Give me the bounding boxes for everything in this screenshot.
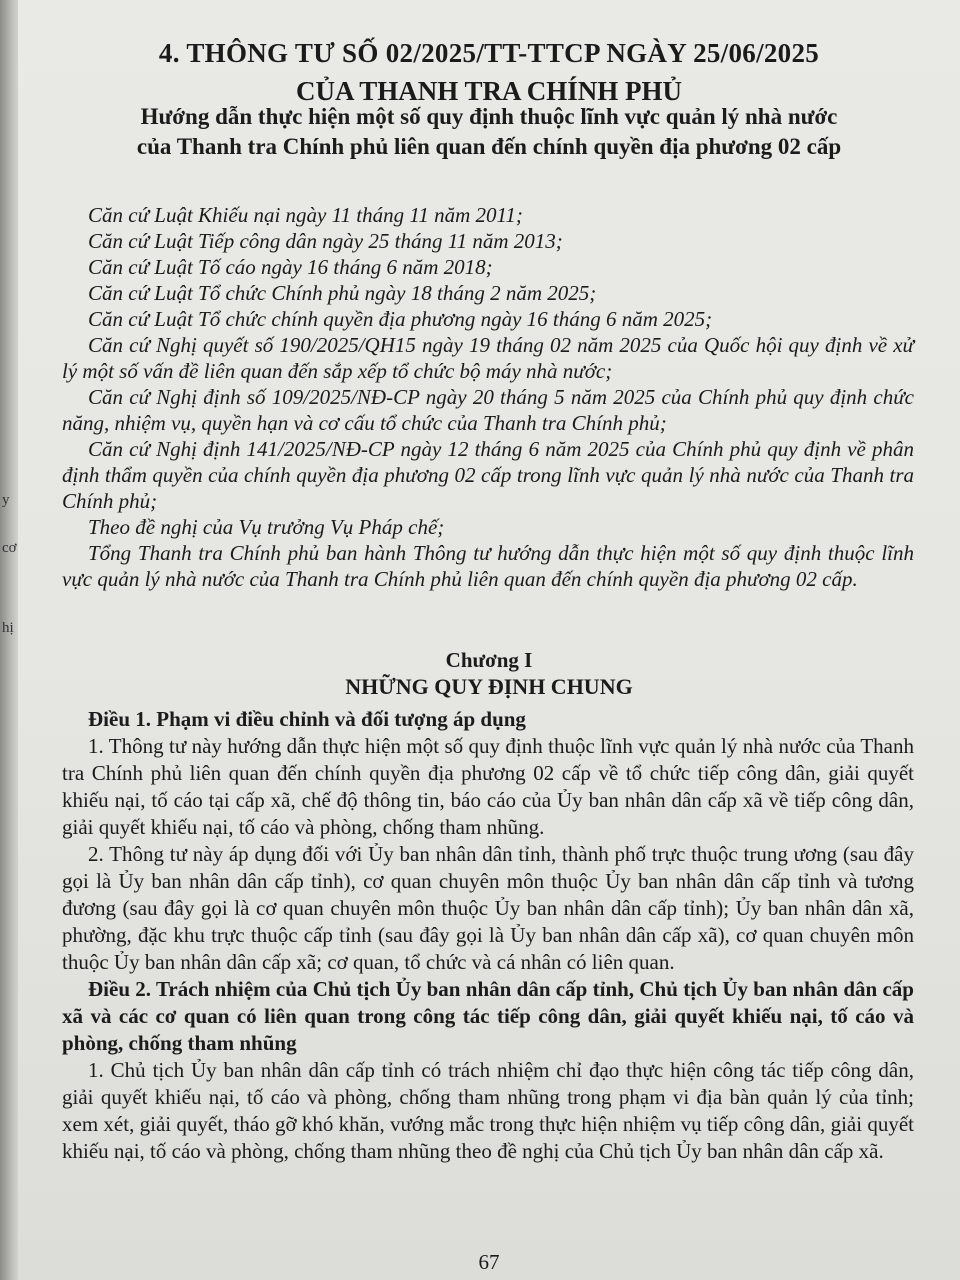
legal-basis: Căn cứ Nghị định 141/2025/NĐ-CP ngày 12 tháng 6 năm 2025 của Chính phủ quy định về phân định thẩm quyền của chính quyền địa phương 02 cấp trong lĩnh vực quản lý nhà nước của Thanh tra Chính phủ; xyxy=(62,437,914,513)
margin-mark: y xyxy=(2,492,10,508)
book-binding-edge xyxy=(0,0,18,1280)
chapter-title: NHỮNG QUY ĐỊNH CHUNG xyxy=(345,674,633,699)
legal-bases xyxy=(62,202,914,592)
legal-basis: Căn cứ Nghị định số 109/2025/NĐ-CP ngày 20 tháng 5 năm 2025 của Chính phủ quy định chức năng, nhiệm vụ, quyền hạn và cơ cấu tổ chức của Thanh tra Chính phủ; xyxy=(62,385,914,435)
legal-basis: Căn cứ Luật Tố cáo ngày 16 tháng 6 năm 2018; xyxy=(88,255,493,279)
legal-basis: Căn cứ Nghị quyết số 190/2025/QH15 ngày 19 tháng 02 năm 2025 của Quốc hội quy định về xử lý một số vấn đề liên quan đến sắp xếp tổ chức bộ máy nhà nước; xyxy=(62,333,914,383)
legal-basis: Căn cứ Luật Khiếu nại ngày 11 tháng 11 năm 2011; xyxy=(88,203,523,227)
document-issuer: CỦA THANH TRA CHÍNH PHỦ xyxy=(295,76,683,106)
document-subtitle-line1: Hướng dẫn thực hiện một số quy định thuộc lĩnh vực quản lý nhà nước xyxy=(140,104,838,129)
article-2-title: Điều 2. Trách nhiệm của Chủ tịch Ủy ban nhân dân cấp tỉnh, Chủ tịch Ủy ban nhân dân cấp xã và các cơ quan có liên quan trong công tác tiếp công dân, giải quyết khiếu nại, tố cáo và phòng, chống tham nhũng xyxy=(62,977,914,1055)
article-1-paragraph-2: 2. Thông tư này áp dụng đối với Ủy ban nhân dân tỉnh, thành phố trực thuộc trung ương (sau đây gọi là Ủy ban nhân dân cấp tỉnh), cơ quan chuyên môn thuộc Ủy ban nhân dân cấp tỉnh và tương đương (sau đây gọi là cơ quan chuyên môn thuộc Ủy ban nhân dân cấp tỉnh); Ủy ban nhân dân xã, phường, đặc khu trực thuộc cấp tỉnh (sau đây gọi là Ủy ban nhân dân cấp xã), cơ quan chuyên môn thuộc Ủy ban nhân dân cấp xã; cơ quan, tổ chức và cá nhân có liên quan. xyxy=(62,842,914,974)
article-2-paragraph-1: 1. Chủ tịch Ủy ban nhân dân cấp tỉnh có trách nhiệm chỉ đạo thực hiện công tác tiếp công dân, giải quyết khiếu nại, tố cáo và phòng, chống tham nhũng trong phạm vi địa bàn quản lý của tỉnh; xem xét, giải quyết, tháo gỡ khó khăn, vướng mắc trong thực hiện nhiệm vụ tiếp công dân, giải quyết khiếu nại, tố cáo và phòng, chống tham nhũng theo đề nghị của Chủ tịch Ủy ban nhân dân cấp xã. xyxy=(62,1058,914,1163)
article-1-title: Điều 1. Phạm vi điều chỉnh và đối tượng áp dụng xyxy=(88,707,526,731)
legal-basis: Tổng Thanh tra Chính phủ ban hành Thông tư hướng dẫn thực hiện một số quy định thuộc lĩnh vực quản lý nhà nước của Thanh tra Chính phủ liên quan đến chính quyền địa phương 02 cấp. xyxy=(62,541,914,591)
legal-basis: Căn cứ Luật Tổ chức chính quyền địa phương ngày 16 tháng 6 năm 2025; xyxy=(88,307,713,331)
margin-mark: hị xyxy=(2,620,14,636)
article-1-paragraph-1: 1. Thông tư này hướng dẫn thực hiện một số quy định thuộc lĩnh vực quản lý nhà nước của Thanh tra Chính phủ liên quan đến chính quyền địa phương 02 cấp về tổ chức tiếp công dân, giải quyết khiếu nại, tố cáo tại cấp xã, chế độ thông tin, báo cáo của Ủy ban nhân dân cấp xã về tiếp công dân, giải quyết khiếu nại, tố cáo và phòng, chống tham nhũng. xyxy=(62,734,914,839)
book-page xyxy=(18,0,960,1280)
document-subtitle-line2: của Thanh tra Chính phủ liên quan đến chính quyền địa phương 02 cấp xyxy=(136,134,842,159)
margin-mark: cơ xyxy=(2,540,17,556)
chapter-label: Chương I xyxy=(445,648,533,672)
document-heading: 4. THÔNG TƯ SỐ 02/2025/TT-TTCP NGÀY 25/06/2025 xyxy=(158,38,820,68)
legal-basis: Căn cứ Luật Tổ chức Chính phủ ngày 18 tháng 2 năm 2025; xyxy=(88,281,597,305)
articles xyxy=(62,706,914,1165)
legal-basis: Theo đề nghị của Vụ trưởng Vụ Pháp chế; xyxy=(88,515,445,539)
legal-basis: Căn cứ Luật Tiếp công dân ngày 25 tháng 11 năm 2013; xyxy=(88,229,563,253)
page-number: 67 xyxy=(478,1250,500,1274)
